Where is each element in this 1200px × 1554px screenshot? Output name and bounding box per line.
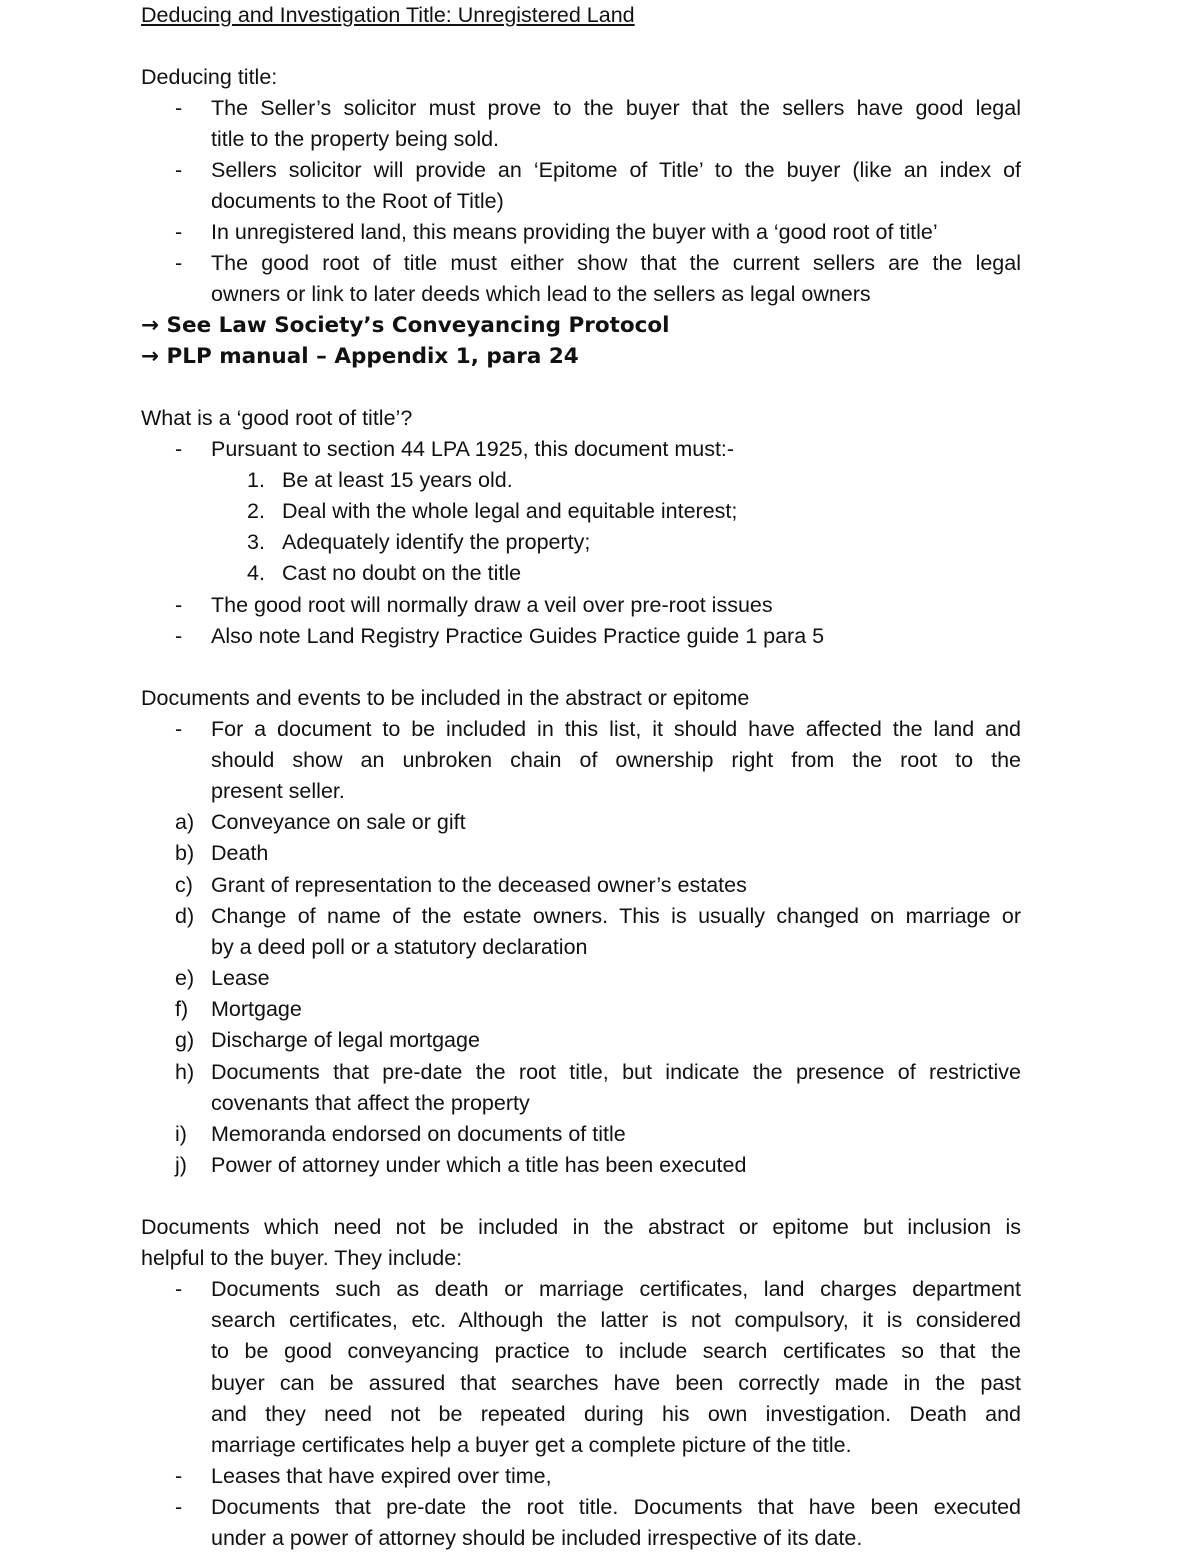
bullet-text: Sellers solicitor will provide an ‘Epitome of Title’ to the buyer (like an index of xyxy=(211,158,1021,182)
bullet-text: present seller. xyxy=(211,779,345,803)
bullet-dash: - xyxy=(175,1495,183,1519)
bullet-text: to be good conveyancing practice to include search certificates so that the xyxy=(211,1339,1021,1363)
lettered-item: by a deed poll or a statutory declaration xyxy=(211,935,588,959)
list-letter: d) xyxy=(175,904,195,928)
bullet-text: Documents such as death or marriage certificates, land charges department xyxy=(211,1277,1021,1301)
list-letter: i) xyxy=(175,1122,187,1146)
section-intro-optional-documents: Documents which need not be included in the abstract or epitome but inclusion is xyxy=(141,1215,1021,1239)
bullet-dash: - xyxy=(175,220,183,244)
section-heading-deducing-title: Deducing title: xyxy=(141,65,278,89)
lettered-item: Conveyance on sale or gift xyxy=(211,810,466,834)
bullet-text: buyer can be assured that searches have been correctly made in the past xyxy=(211,1371,1021,1395)
document-title: Deducing and Investigation Title: Unregistered Land xyxy=(141,3,635,27)
list-number: 4. xyxy=(247,561,265,585)
list-number: 1. xyxy=(247,468,265,492)
bullet-text: and they need not be repeated during his own investigation. Death and xyxy=(211,1402,1021,1426)
list-number: 2. xyxy=(247,499,265,523)
section-heading-good-root: What is a ‘good root of title’? xyxy=(141,406,413,430)
lettered-item: Documents that pre-date the root title, but indicate the presence of restrictive xyxy=(211,1060,1021,1084)
bullet-dash: - xyxy=(175,96,183,120)
list-letter: c) xyxy=(175,873,193,897)
bullet-text: documents to the Root of Title) xyxy=(211,189,504,213)
lettered-item: Grant of representation to the deceased owner’s estates xyxy=(211,873,747,897)
bullet-dash: - xyxy=(175,593,183,617)
lettered-item: Death xyxy=(211,841,269,865)
list-letter: g) xyxy=(175,1028,195,1052)
bullet-text: The good root will normally draw a veil over pre-root issues xyxy=(211,593,773,617)
bullet-text: owners or link to later deeds which lead to the sellers as legal owners xyxy=(211,282,871,306)
bullet-dash: - xyxy=(175,437,183,461)
section-intro-optional-documents: helpful to the buyer. They include: xyxy=(141,1246,463,1270)
bullet-text: For a document to be included in this list, it should have affected the land and xyxy=(211,717,1021,741)
numbered-item: Cast no doubt on the title xyxy=(282,561,522,585)
bullet-dash: - xyxy=(175,251,183,275)
bullet-text: marriage certificates help a buyer get a complete picture of the title. xyxy=(211,1433,852,1457)
list-letter: b) xyxy=(175,841,195,865)
numbered-item: Be at least 15 years old. xyxy=(282,468,513,492)
lettered-item: Mortgage xyxy=(211,997,302,1021)
bullet-dash: - xyxy=(175,158,183,182)
lettered-item: covenants that affect the property xyxy=(211,1091,530,1115)
bullet-text: Pursuant to section 44 LPA 1925, this document must:- xyxy=(211,437,735,461)
lettered-item: Lease xyxy=(211,966,270,990)
lettered-item: Discharge of legal mortgage xyxy=(211,1028,480,1052)
list-number: 3. xyxy=(247,530,265,554)
list-letter: a) xyxy=(175,810,195,834)
bullet-text: Leases that have expired over time, xyxy=(211,1464,552,1488)
bullet-text: should show an unbroken chain of ownership right from the root to the xyxy=(211,748,1021,772)
bullet-text: In unregistered land, this means providing the buyer with a ‘good root of title’ xyxy=(211,220,938,244)
lettered-item: Change of name of the estate owners. This is usually changed on marriage or xyxy=(211,904,1021,928)
numbered-item: Adequately identify the property; xyxy=(282,530,591,554)
bullet-dash: - xyxy=(175,717,183,741)
list-letter: j) xyxy=(175,1153,187,1177)
numbered-item: Deal with the whole legal and equitable interest; xyxy=(282,499,738,523)
bullet-text: search certificates, etc. Although the latter is not compulsory, it is considered xyxy=(211,1308,1021,1332)
bullet-dash: - xyxy=(175,624,183,648)
lettered-item: Memoranda endorsed on documents of title xyxy=(211,1122,626,1146)
arrow-note-plp-manual: → PLP manual – Appendix 1, para 24 xyxy=(141,344,579,369)
bullet-dash: - xyxy=(175,1464,183,1488)
bullet-text: Also note Land Registry Practice Guides Practice guide 1 para 5 xyxy=(211,624,825,648)
section-heading-documents-events: Documents and events to be included in the abstract or epitome xyxy=(141,686,750,710)
bullet-text: title to the property being sold. xyxy=(211,127,500,151)
bullet-text: The Seller’s solicitor must prove to the buyer that the sellers have good legal xyxy=(211,96,1021,120)
list-letter: e) xyxy=(175,966,195,990)
bullet-text: under a power of attorney should be included irrespective of its date. xyxy=(211,1526,863,1550)
arrow-note-protocol: → See Law Society’s Conveyancing Protocol xyxy=(141,313,670,338)
bullet-text: Documents that pre-date the root title. Documents that have been executed xyxy=(211,1495,1021,1519)
lettered-item: Power of attorney under which a title has been executed xyxy=(211,1153,747,1177)
list-letter: f) xyxy=(175,997,189,1021)
bullet-dash: - xyxy=(175,1277,183,1301)
list-letter: h) xyxy=(175,1060,195,1084)
bullet-text: The good root of title must either show that the current sellers are the legal xyxy=(211,251,1021,275)
